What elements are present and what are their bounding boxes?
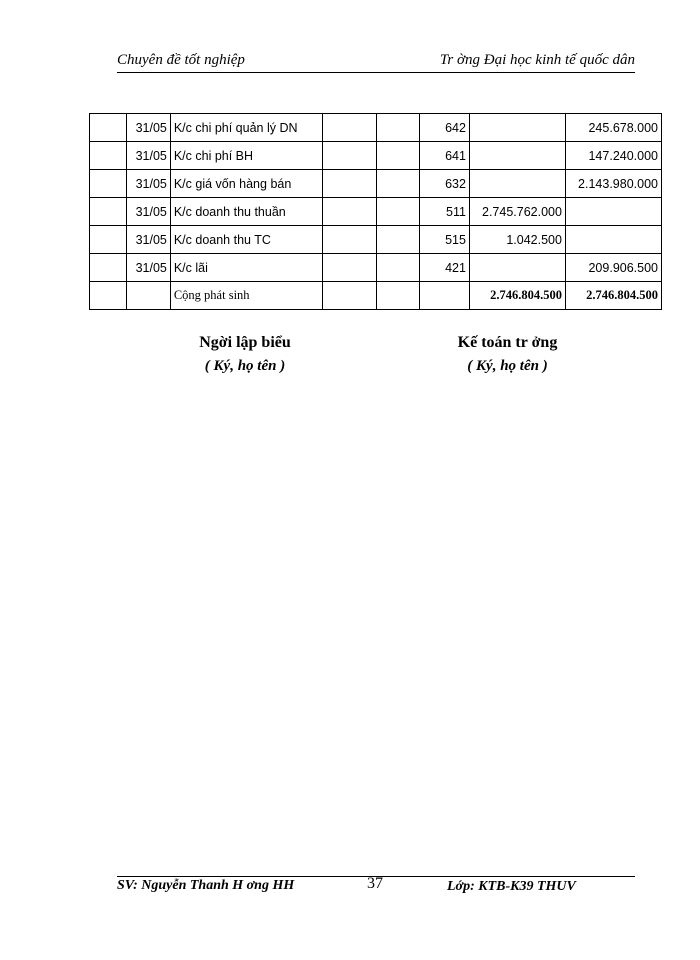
table-cell [376,282,419,310]
table-cell: 2.143.980.000 [565,170,661,198]
table-cell: 642 [420,114,470,142]
table-cell [376,198,419,226]
table-cell [323,282,377,310]
preparer-sub: ( Ký, họ tên ) [204,358,286,374]
table-cell [469,254,565,282]
table-row [90,254,662,282]
table-cell [376,226,419,254]
table-row [90,114,662,142]
total-credit: 2.746.804.500 [565,282,661,310]
header-right: Tr ờng Đại học kinh tế quốc dân [439,52,635,68]
table-cell [376,142,419,170]
table-row [90,170,662,198]
table-cell: K/c chi phí quản lý DN [170,114,323,142]
table-cell [90,114,127,142]
table-cell [90,142,127,170]
table-cell [323,114,377,142]
table-cell [376,254,419,282]
total-debit: 2.746.804.500 [469,282,565,310]
total-label: Cộng phát sinh [170,282,323,310]
table-cell: 31/05 [127,254,170,282]
table-cell [323,226,377,254]
table-cell: K/c giá vốn hàng bán [170,170,323,198]
table-cell [90,198,127,226]
table-cell: 31/05 [127,170,170,198]
table-cell: K/c lãi [170,254,323,282]
table-cell: 641 [420,142,470,170]
page-header [117,52,635,73]
chief-accountant-title: Kế toán tr ởng [457,334,558,351]
table-cell [469,170,565,198]
signature-preparer [170,334,320,375]
signature-chief-accountant [425,334,590,375]
header-left: Chuyên đề tốt nghiệp [117,52,245,68]
table-cell [376,114,419,142]
table-cell [90,254,127,282]
table-row [90,142,662,170]
table-cell [323,142,377,170]
table-cell: 632 [420,170,470,198]
table-cell [323,170,377,198]
table-cell [323,198,377,226]
table-cell [127,282,170,310]
table-cell [323,254,377,282]
footer-student: SV: Nguyễn Thanh H ơng HH [117,878,295,893]
table-cell: 209.906.500 [565,254,661,282]
footer-class: Lớp: KTB-K39 THUV [447,879,576,894]
table-cell: 31/05 [127,198,170,226]
table-cell: 515 [420,226,470,254]
table-cell: 31/05 [127,226,170,254]
chief-accountant-sub: ( Ký, họ tên ) [467,358,548,374]
table-cell [376,170,419,198]
table-cell [565,198,661,226]
total-row [90,282,662,310]
table-cell: K/c doanh thu thuần [170,198,323,226]
table-cell: 147.240.000 [565,142,661,170]
table-cell: 245.678.000 [565,114,661,142]
table-cell [469,142,565,170]
ledger-table [89,113,662,310]
table-cell: 31/05 [127,114,170,142]
table-cell: 511 [420,198,470,226]
table-cell [90,226,127,254]
page-footer [117,875,635,894]
table-row [90,198,662,226]
table-cell [90,170,127,198]
table-cell [90,282,127,310]
table-cell: 2.745.762.000 [469,198,565,226]
table-cell: 421 [420,254,470,282]
table-cell [420,282,470,310]
table-cell: K/c chi phí BH [170,142,323,170]
table-cell: K/c doanh thu TC [170,226,323,254]
table-cell: 1.042.500 [469,226,565,254]
preparer-title: Ngời lập biểu [199,334,291,351]
table-cell [469,114,565,142]
table-row [90,226,662,254]
page-number: 37 [367,875,383,892]
table-cell [565,226,661,254]
table-cell: 31/05 [127,142,170,170]
